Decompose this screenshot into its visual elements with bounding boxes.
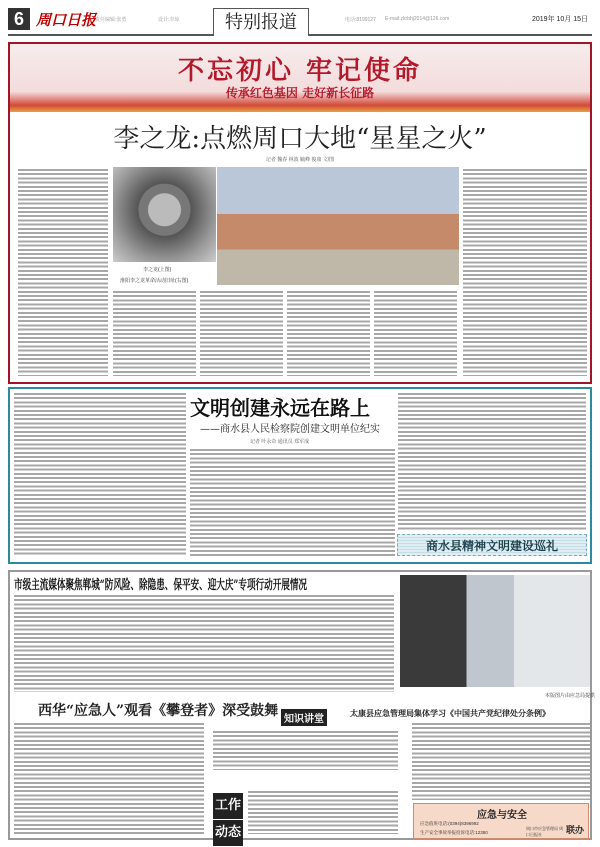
civilization-byline: 记者 叶永奇 通讯员 郑军成 bbox=[250, 439, 310, 445]
knowledge-label: 知识讲堂 bbox=[281, 709, 327, 726]
article-text bbox=[14, 594, 394, 692]
photo-caption: 淮阳李之龙革命活动旧址(右图) bbox=[120, 278, 189, 284]
email: E-mail:zkrbhj2014@126.com bbox=[385, 16, 450, 22]
safety-box bbox=[413, 803, 589, 839]
story-headline: 西华“应急人”观看《攀登者》深受鼓舞 bbox=[38, 703, 279, 719]
article-text bbox=[14, 722, 204, 834]
article-text bbox=[213, 730, 398, 770]
civilization-subheadline: ——商水县人民检察院创建文明单位纪实 bbox=[200, 424, 380, 435]
issue-date: 2019年 10月 15日 bbox=[531, 16, 588, 23]
hotline: 应急值班电话:(0394)8396992 bbox=[420, 821, 479, 826]
banner-subtitle: 传承红色基因 走好新长征路 bbox=[225, 86, 375, 100]
phone: 电话:8199127 bbox=[345, 17, 376, 23]
article-text bbox=[412, 722, 590, 800]
photo-caption: 本版图片由应急局提供 bbox=[545, 693, 596, 699]
paper-logo: 周口日报 bbox=[36, 11, 97, 29]
banner-title: 不忘初心 牢记使命 bbox=[177, 56, 423, 86]
safety-title: 应急与安全 bbox=[477, 810, 527, 821]
section-title: 特别报道 bbox=[213, 8, 309, 36]
story-headline: 太康县应急管理局集体学习《中国共产党纪律处分条例》 bbox=[350, 708, 550, 718]
feature-banner bbox=[10, 44, 590, 112]
emergency-photo bbox=[400, 575, 590, 687]
civilization-headline: 文明创建永远在路上 bbox=[190, 396, 370, 420]
article-text bbox=[14, 392, 186, 556]
portrait-photo bbox=[113, 167, 216, 262]
sponsor-suffix: 联办 bbox=[566, 826, 585, 836]
work-label: 动态 bbox=[213, 820, 243, 846]
page-number: 6 bbox=[8, 8, 30, 30]
sponsor: 周口市应急管理局 周口日报社 bbox=[526, 826, 564, 837]
article-text bbox=[463, 168, 587, 376]
bottom-headline: 市级主流媒体聚焦郸城“防风险、除隐患、保平安、迎大庆”专项行动开展情况 bbox=[14, 578, 308, 593]
article-text bbox=[18, 168, 108, 376]
series-badge: 商水县精神文明建设巡礼 bbox=[397, 534, 587, 556]
article-text bbox=[398, 392, 586, 530]
photo-caption: 李之龙(上图) bbox=[143, 267, 172, 273]
article-text bbox=[190, 448, 395, 556]
work-label: 工作 bbox=[213, 793, 243, 819]
feature-headline: 李之龙:点燃周口大地“星星之火” bbox=[113, 124, 487, 154]
report-line: 生产安全事故举报投诉电话:12350 bbox=[420, 830, 488, 835]
building-photo bbox=[217, 167, 459, 285]
designer: 设计:李琼 bbox=[158, 17, 180, 23]
article-text bbox=[113, 290, 458, 376]
feature-byline: 记者 魏春 林波 毓峰 俊康 文/图 bbox=[265, 157, 335, 163]
article-text bbox=[248, 790, 398, 834]
editor: 责任编辑:张勇 bbox=[95, 17, 127, 23]
